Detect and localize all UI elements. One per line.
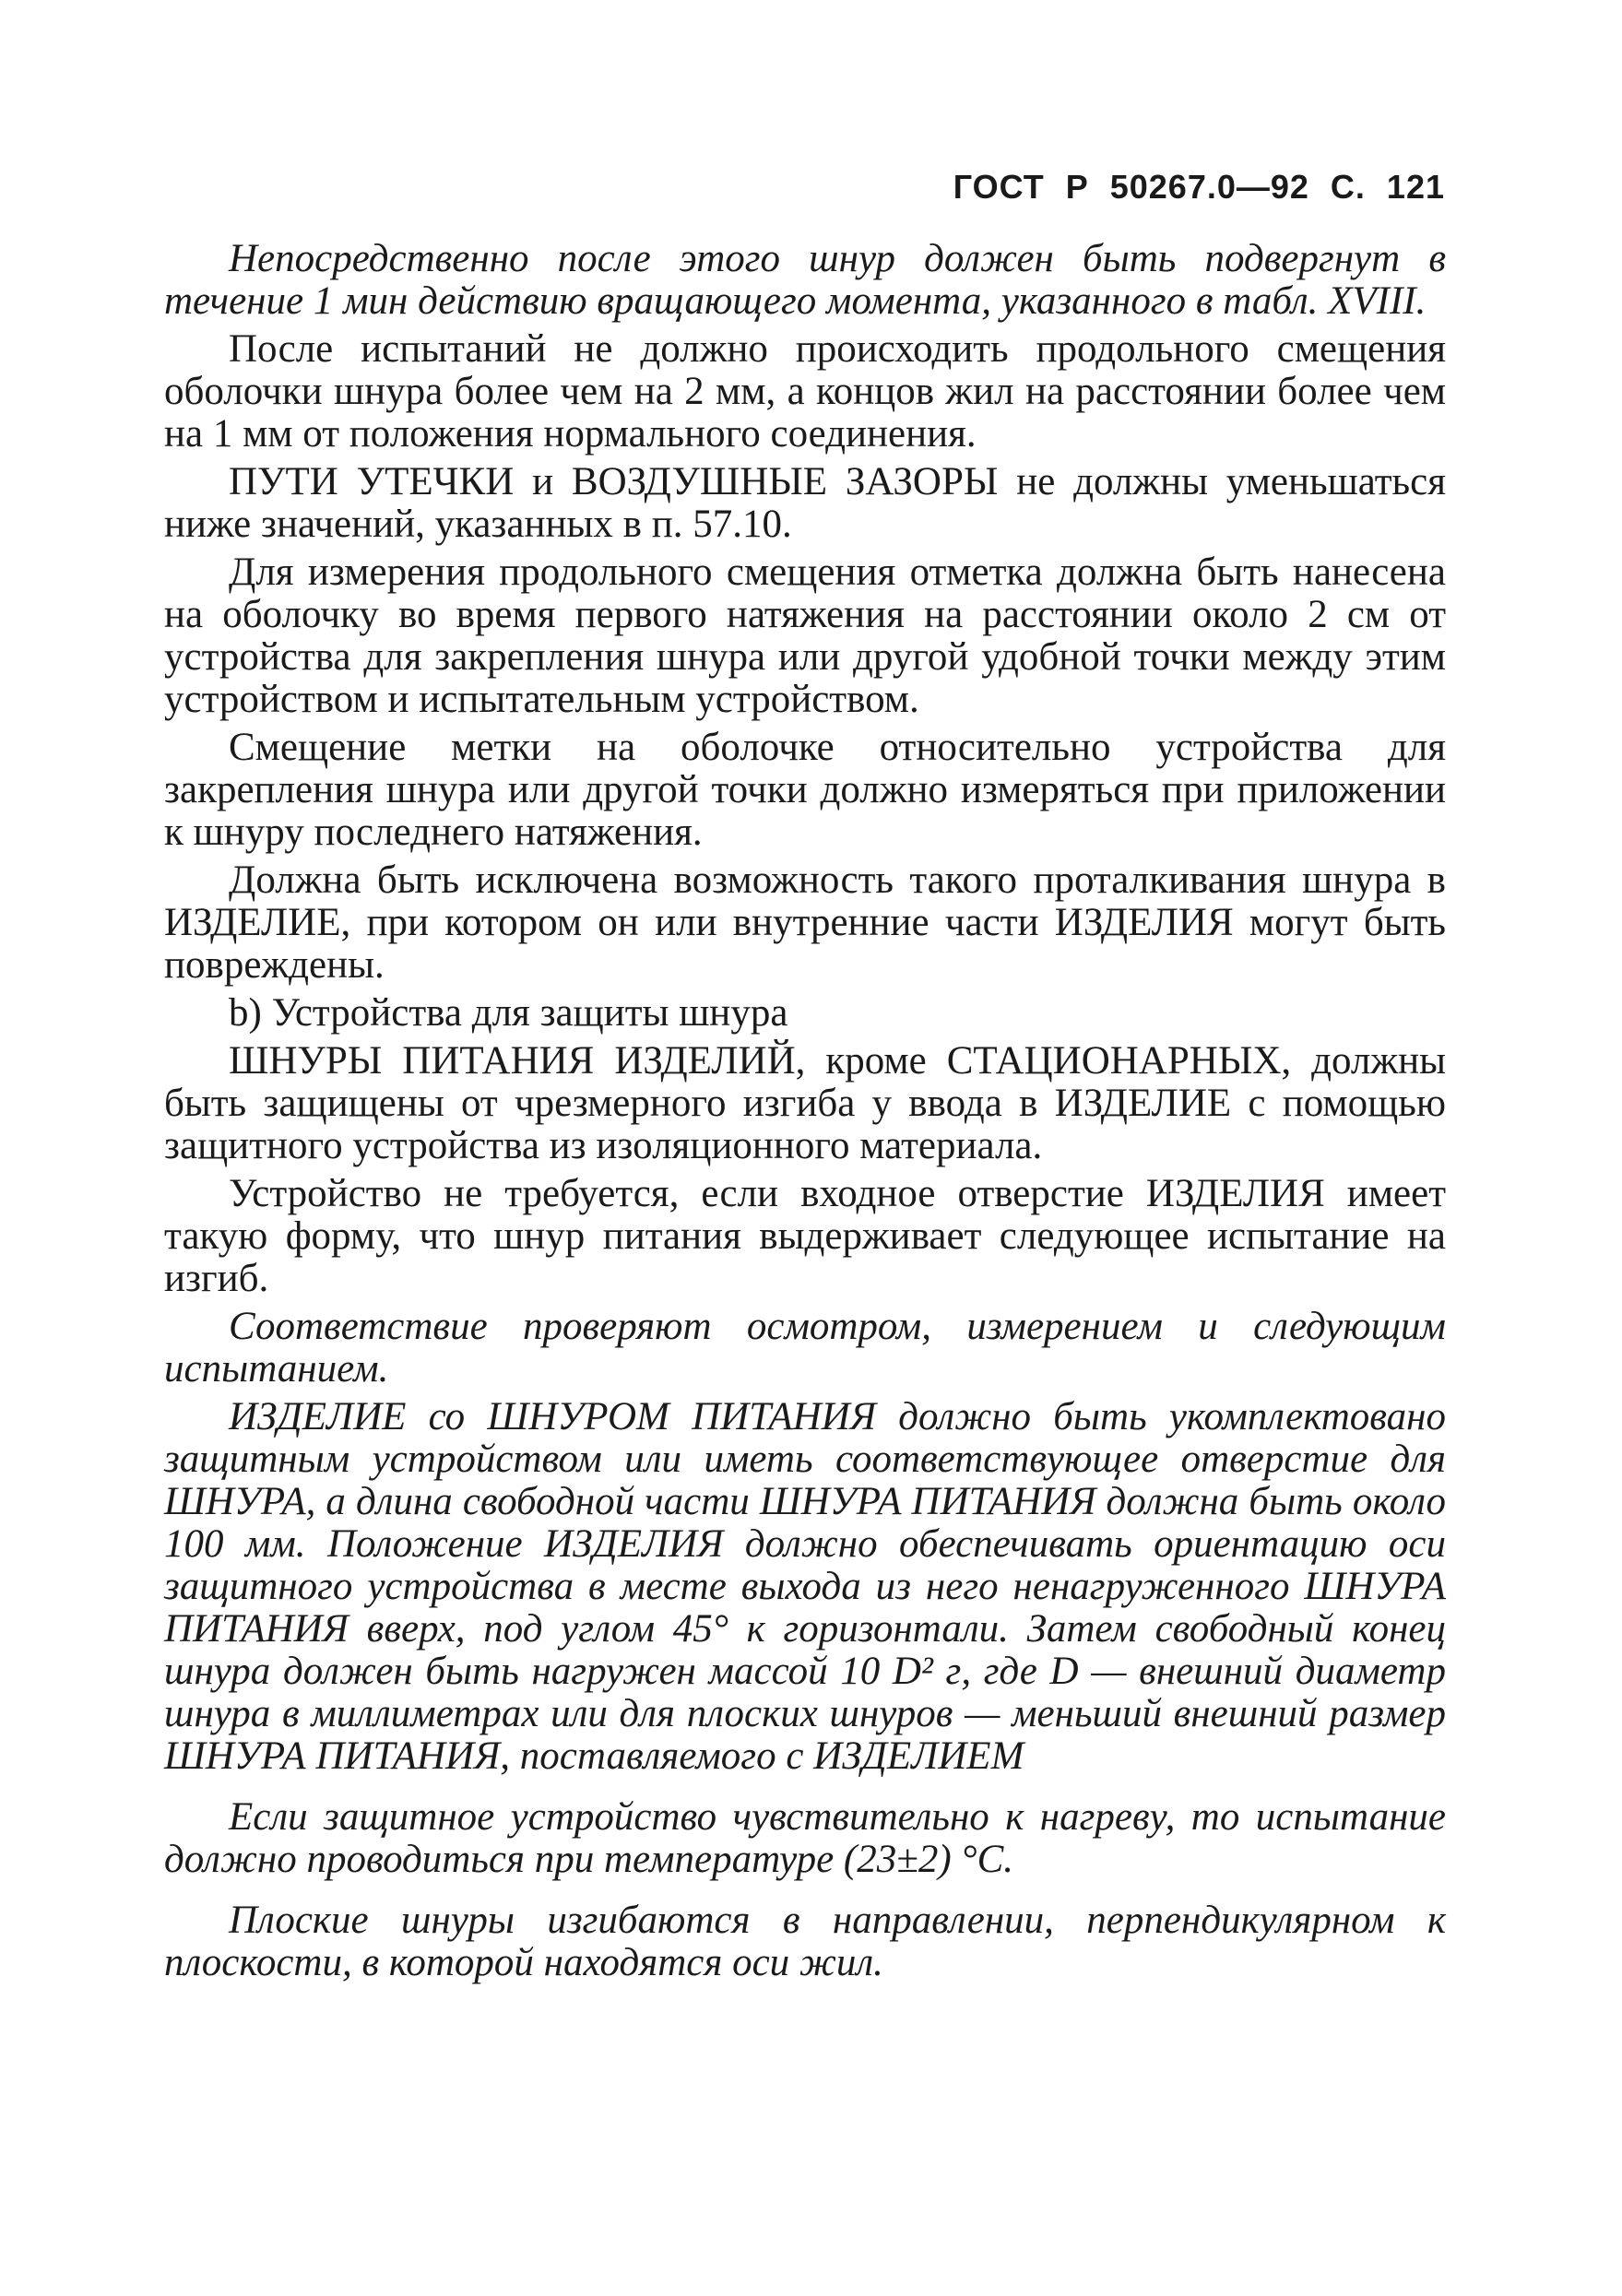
paragraph-torque-test: Непосредственно после этого шнур должен быть подвергнут в течение 1 мин действию вращающего момента, указанного в табл. XVIII.	[164, 237, 1446, 323]
paragraph-creepage: ПУТИ УТЕЧКИ и ВОЗДУШНЫЕ ЗАЗОРЫ не должны уменьшаться ниже значений, указанных в п. 57.10.	[164, 460, 1446, 546]
document-body	[164, 238, 1446, 1990]
paragraph-mark-placement: Для измерения продольного смещения отметка должна быть нанесена на оболочку во время первого натяжения на расстоянии около 2 см от устройства для закрепления шнура или другой удобной точки между этим устройством и испытательным устройством.	[164, 550, 1446, 721]
page-header: ГОСТ Р 50267.0—92 С. 121	[953, 168, 1445, 206]
paragraph-mark-displacement: Смещение метки на оболочке относительно устройства для закрепления шнура или другой точки должно измеряться при приложении к шнуру последнего натяжения.	[164, 726, 1446, 854]
paragraph-bend-test-procedure: ИЗДЕЛИЕ со ШНУРОМ ПИТАНИЯ должно быть укомплектовано защитным устройством или иметь соответствующее отверстие для ШНУРА, а длина свободной части ШНУРА ПИТАНИЯ должна быть около 100 мм. Положение ИЗДЕЛИЯ должно обеспечивать ориентацию оси защитного устройства в месте выхода из него ненагруженного ШНУРА ПИТАНИЯ вверх, под углом 45° к горизонтали. Затем свободный конец шнура должен быть нагружен массой 10 D² г, где D — внешний диаметр шнура в миллиметрах или для плоских шнуров — меньший внешний размер ШНУРА ПИТАНИЯ, поставляемого с ИЗДЕЛИЕМ	[164, 1395, 1446, 1778]
paragraph-cord-guard-requirement: ШНУРЫ ПИТАНИЯ ИЗДЕЛИЙ, кроме СТАЦИОНАРНЫХ, должны быть защищены от чрезмерного изгиба у ввода в ИЗДЕЛИЕ с помощью защитного устройства из изоляционного материала.	[164, 1039, 1446, 1167]
paragraph-displacement-limit: После испытаний не должно происходить продольного смещения оболочки шнура более чем на 2 мм, а концов жил на расстоянии более чем на 1 мм от положения нормального соединения.	[164, 327, 1446, 456]
paragraph-push-prevention: Должна быть исключена возможность такого проталкивания шнура в ИЗДЕЛИЕ, при котором он или внутренние части ИЗДЕЛИЯ могут быть повреждены.	[164, 858, 1446, 987]
paragraph-guard-exemption: Устройство не требуется, если входное отверстие ИЗДЕЛИЯ имеет такую форму, что шнур питания выдерживает следующее испытание на изгиб.	[164, 1172, 1446, 1300]
section-heading-cord-guards: b) Устройства для защиты шнура	[229, 991, 788, 1035]
paragraph-heat-sensitive: Если защитное устройство чувствительно к нагреву, то испытание должно проводиться при температуре (23±2) °С.	[164, 1795, 1446, 1881]
paragraph-flat-cords: Плоские шнуры изгибаются в направлении, перпендикулярном к плоскости, в которой находятся оси жил.	[164, 1899, 1446, 1984]
paragraph-compliance-check: Соответствие проверяют осмотром, измерением и следующим испытанием.	[164, 1305, 1446, 1391]
